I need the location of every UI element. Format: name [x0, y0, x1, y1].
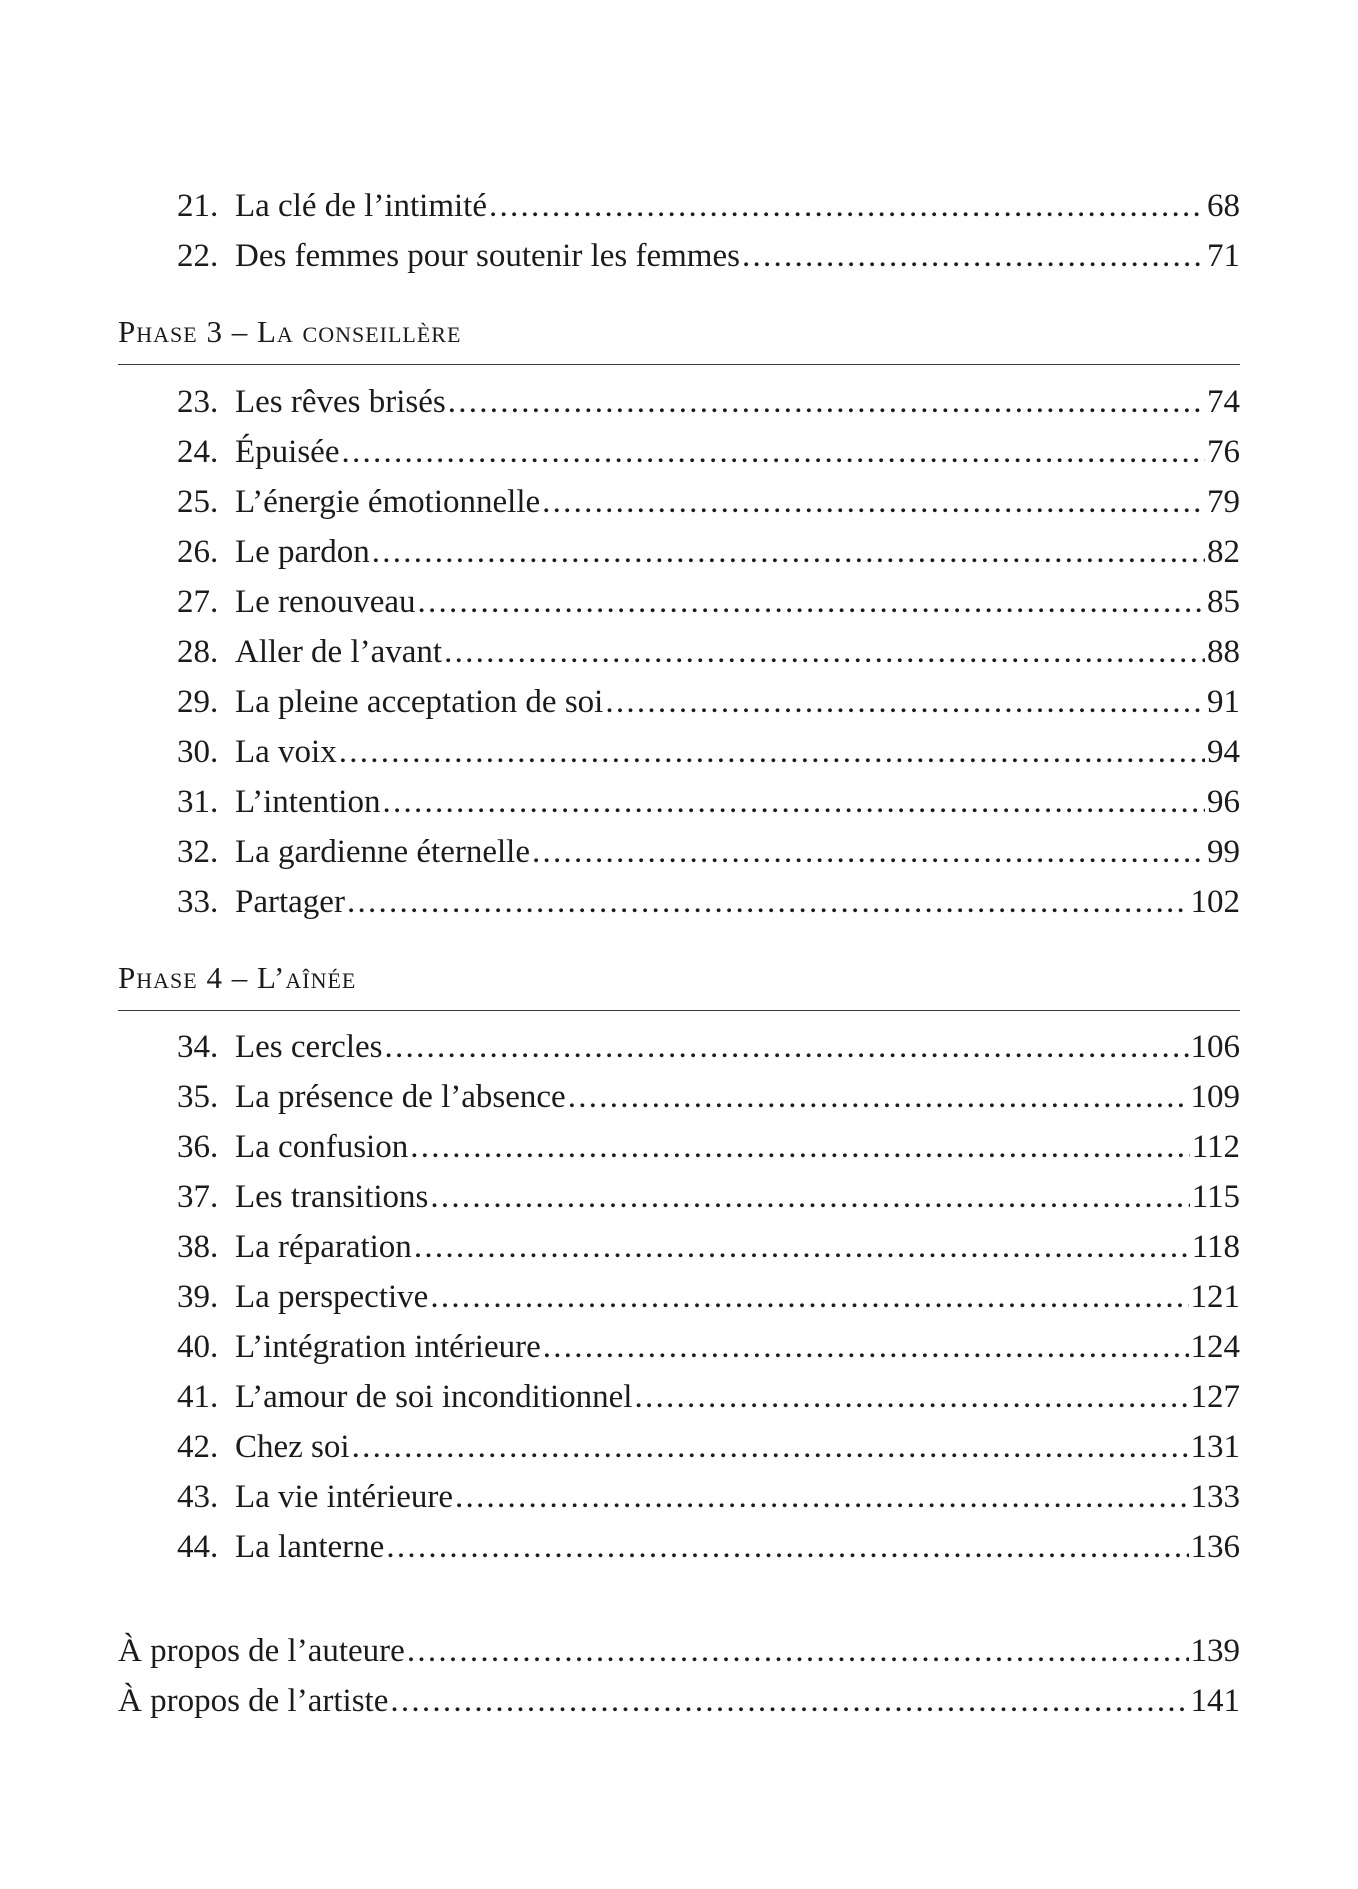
section-divider	[118, 364, 1240, 365]
entry-number: 28.	[177, 634, 219, 670]
entry-page: 79	[1207, 484, 1240, 520]
entry-title: L’énergie émotionnelle	[235, 484, 541, 520]
toc-entry[interactable]	[177, 236, 1240, 276]
entry-title: L’intention	[235, 784, 381, 820]
entry-number: 30.	[177, 734, 219, 770]
entry-number: 38.	[177, 1229, 219, 1265]
entry-number: 43.	[177, 1479, 219, 1515]
entry-number: 26.	[177, 534, 219, 570]
dot-leader	[568, 1077, 1189, 1117]
entry-title: À propos de l’artiste	[118, 1683, 389, 1719]
dot-leader	[605, 682, 1205, 722]
entry-page: 102	[1190, 884, 1240, 920]
entry-number: 39.	[177, 1279, 219, 1315]
entry-page: 109	[1190, 1079, 1240, 1115]
entry-title: La voix	[235, 734, 337, 770]
entry-title: Les cercles	[235, 1029, 383, 1065]
entry-number: 44.	[177, 1529, 219, 1565]
entry-page: 76	[1207, 434, 1240, 470]
entry-page: 112	[1191, 1129, 1240, 1165]
toc-entry[interactable]	[177, 1177, 1240, 1217]
toc-entry[interactable]	[177, 1127, 1240, 1167]
dot-leader	[347, 882, 1189, 922]
entry-title: L’intégration intérieure	[235, 1329, 541, 1365]
dot-leader	[444, 632, 1205, 672]
entry-title: La lanterne	[235, 1529, 385, 1565]
entry-title: La présence de l’absence	[235, 1079, 566, 1115]
section-divider	[118, 1010, 1240, 1011]
entry-title: La gardienne éternelle	[235, 834, 530, 870]
entry-title: Aller de l’avant	[235, 634, 443, 670]
entry-page: 88	[1207, 634, 1240, 670]
entry-number: 22.	[177, 238, 219, 274]
entry-number: 37.	[177, 1179, 219, 1215]
entry-title: Les transitions	[235, 1179, 429, 1215]
entry-title: Le pardon	[235, 534, 370, 570]
entry-number: 24.	[177, 434, 219, 470]
toc-entry[interactable]	[177, 582, 1240, 622]
toc-entry[interactable]	[177, 186, 1240, 226]
entry-page: 141	[1190, 1683, 1240, 1719]
entry-number: 32.	[177, 834, 219, 870]
entry-page: 106	[1190, 1029, 1240, 1065]
toc-entry[interactable]	[177, 1277, 1240, 1317]
dot-leader	[742, 236, 1205, 276]
dot-leader	[352, 1427, 1189, 1467]
entry-title: Des femmes pour soutenir les femmes	[235, 238, 740, 274]
toc-entry[interactable]	[177, 782, 1240, 822]
dot-leader	[448, 382, 1205, 422]
toc-entry[interactable]	[177, 1077, 1240, 1117]
entry-number: 34.	[177, 1029, 219, 1065]
entry-title: La clé de l’intimité	[235, 188, 487, 224]
dot-leader	[372, 532, 1205, 572]
entry-page: 131	[1190, 1429, 1240, 1465]
toc-entry[interactable]	[177, 1227, 1240, 1267]
entry-page: 124	[1190, 1329, 1240, 1365]
entry-title: La pleine acceptation de soi	[235, 684, 604, 720]
dot-leader	[455, 1477, 1188, 1517]
toc-entry[interactable]	[177, 1427, 1240, 1467]
dot-leader	[489, 186, 1205, 226]
toc-entry-about-artist[interactable]	[118, 1681, 1240, 1721]
entry-number: 31.	[177, 784, 219, 820]
toc-entry[interactable]	[177, 882, 1240, 922]
toc-entry-about-author[interactable]	[118, 1631, 1240, 1671]
entry-number: 36.	[177, 1129, 219, 1165]
entry-page: 115	[1191, 1179, 1240, 1215]
dot-leader	[390, 1681, 1188, 1721]
entry-page: 94	[1207, 734, 1240, 770]
entry-number: 42.	[177, 1429, 219, 1465]
entry-page: 96	[1207, 784, 1240, 820]
entry-page: 74	[1207, 384, 1240, 420]
entry-title: Le renouveau	[235, 584, 416, 620]
entry-title: La vie intérieure	[235, 1479, 454, 1515]
dot-leader	[414, 1227, 1190, 1267]
entry-number: 21.	[177, 188, 219, 224]
entry-number: 25.	[177, 484, 219, 520]
toc-entry[interactable]	[177, 682, 1240, 722]
entry-number: 27.	[177, 584, 219, 620]
section-title-phase4: Phase 4 – L’aînée	[118, 960, 357, 995]
entry-page: 91	[1207, 684, 1240, 720]
dot-leader	[543, 1327, 1189, 1367]
toc-entry[interactable]	[177, 732, 1240, 772]
dot-leader	[382, 782, 1205, 822]
entry-page: 85	[1207, 584, 1240, 620]
entry-page: 136	[1190, 1529, 1240, 1565]
entry-page: 82	[1207, 534, 1240, 570]
toc-entry[interactable]	[177, 1327, 1240, 1367]
entry-page: 99	[1207, 834, 1240, 870]
dot-leader	[339, 732, 1205, 772]
entry-title: La confusion	[235, 1129, 409, 1165]
toc-entry[interactable]	[177, 1527, 1240, 1567]
entry-page: 139	[1190, 1633, 1240, 1669]
dot-leader	[542, 482, 1205, 522]
dot-leader	[385, 1027, 1189, 1067]
toc-entry[interactable]	[177, 1377, 1240, 1417]
entry-title: Épuisée	[235, 434, 340, 470]
entry-page: 71	[1207, 238, 1240, 274]
toc-entry[interactable]	[177, 832, 1240, 872]
dot-leader	[634, 1377, 1188, 1417]
entry-number: 33.	[177, 884, 219, 920]
dot-leader	[407, 1631, 1189, 1671]
entry-title: Chez soi	[235, 1429, 350, 1465]
toc-entry[interactable]	[177, 482, 1240, 522]
entry-number: 29.	[177, 684, 219, 720]
entry-number: 40.	[177, 1329, 219, 1365]
entry-title: Les rêves brisés	[235, 384, 446, 420]
toc-entry[interactable]	[177, 432, 1240, 472]
entry-page: 133	[1190, 1479, 1240, 1515]
toc-entry[interactable]	[177, 632, 1240, 672]
entry-number: 35.	[177, 1079, 219, 1115]
toc-entry[interactable]	[177, 532, 1240, 572]
dot-leader	[430, 1177, 1189, 1217]
entry-title: À propos de l’auteure	[118, 1633, 405, 1669]
dot-leader	[532, 832, 1205, 872]
toc-entry[interactable]	[177, 382, 1240, 422]
entry-title: La perspective	[235, 1279, 429, 1315]
dot-leader	[410, 1127, 1190, 1167]
entry-page: 68	[1207, 188, 1240, 224]
entry-number: 23.	[177, 384, 219, 420]
entry-page: 121	[1190, 1279, 1240, 1315]
entry-title: L’amour de soi inconditionnel	[235, 1379, 633, 1415]
entry-page: 118	[1191, 1229, 1240, 1265]
dot-leader	[386, 1527, 1188, 1567]
entry-page: 127	[1190, 1379, 1240, 1415]
dot-leader	[430, 1277, 1188, 1317]
entry-title: Partager	[235, 884, 345, 920]
entry-number: 41.	[177, 1379, 219, 1415]
dot-leader	[418, 582, 1206, 622]
dot-leader	[341, 432, 1205, 472]
toc-entry[interactable]	[177, 1477, 1240, 1517]
entry-title: La réparation	[235, 1229, 412, 1265]
toc-entry[interactable]	[177, 1027, 1240, 1067]
section-title-phase3: Phase 3 – La conseillère	[118, 314, 462, 349]
